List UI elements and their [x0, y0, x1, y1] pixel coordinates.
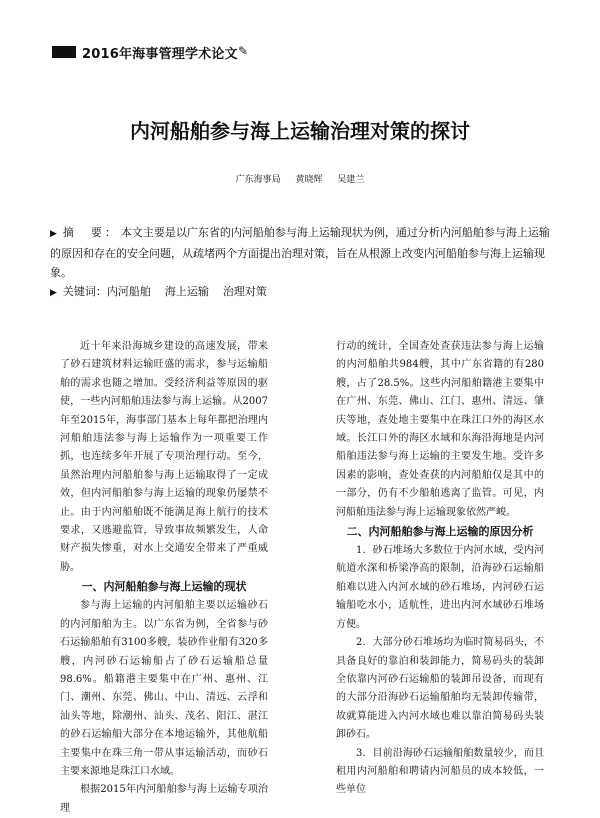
author-name: 吴建兰: [337, 175, 365, 185]
body-paragraph: 3．目前沿海砂石运输船舶数量较少，而且租用内河船舶和聘请内河船员的成本较低，一些单位: [336, 747, 544, 796]
body-paragraph: 近十年来沿海城乡建设的高速发展，带来了砂石建筑材料运输旺盛的需求，参与运输船舶的需求也随之增加。受经济利益等原因的驱使，一些内河船舶违法参与海上运输。从2007年至2015年，海事部门基本上每年都把治理内河船舶违法参与海上运输作为一项重要工作抓，也连续多年开展了专项治理行动。至今，虽然治理内河船舶参与海上运输取得了一定成效，但内河船舶参与海上运输的现象仍屡禁不止。由于内河船舶既不能满足海上航行的技术要求，又逃避监管，导致事故频繁发生，人命财产损失惨重，对水上交通安全带来了严重威胁。: [60, 341, 268, 573]
author-line: [0, 172, 600, 185]
keyword: 内河船舶: [106, 285, 151, 298]
keyword: 治理对策: [222, 285, 267, 298]
keywords-label: 关键词：: [62, 285, 107, 298]
journal-name: 2016年海事管理学术论文: [82, 47, 238, 62]
body-paragraph: 参与海上运输的内河船舶主要以运输砂石的内河船舶为主。以广东省为例，全省参与砂石运输船舶有3100多艘，装砂作业船有320多艘，内河砂石运输船占了砂石运输船总量98.6%。船籍港主要集中在广州、惠州、江门、潮州、东莞、佛山、中山、清远、云浮和汕头等地，除潮州、汕头、茂名、阳江、湛江的砂石运输船大部分在本地运输外，其他航船主要集中在珠三角一带从事运输活动，而砂石主要来源地是珠江口水域。: [60, 600, 268, 777]
left-column: [60, 338, 268, 818]
body-paragraph: 1．砂石堆场大多数位于内河水域，受内河航道水深和桥梁净高的限制，沿海砂石运输船舶难以进入内河水域的砂石堆场，内河砂石运输船吃水小，适航性，进出内河水域砂石堆场方便。: [336, 545, 544, 630]
body-paragraph: 2．大部分砂石堆场均为临时简易码头，不具备良好的靠泊和装卸能力，简易码头的装卸全依靠内河砂石运输船的装卸吊设备，而现有的大部分沿海砂石运输船舶均无装卸传输带，故就算能进入内河水域也难以靠泊简易码头装卸砂石。: [336, 637, 544, 741]
abstract-label: 摘 要：: [62, 226, 119, 239]
right-column: [336, 338, 544, 800]
pen-icon: ✎: [238, 44, 249, 58]
abstract-paragraph: [50, 223, 550, 282]
section-heading: 一、内河船舶参与海上运输的现状: [81, 580, 247, 594]
keyword: 海上运输: [164, 285, 209, 298]
body-paragraph: 行动的统计，全国查处查获违法参与海上运输的内河船舶共984艘，其中广东省籍的有280艘，占了28.5%。这些内河船舶籍港主要集中在广州、东莞、佛山、江门、惠州、清远、肇庆等地，查处地主要集中在珠江口外的海区水域。长江口外的海区水域和东海沿海地是内河船舶违法参与海上运输的主要发生地。受许多因素的影响，查处查获的内河船舶仅是其中的一部分，仍有不少船舶逃离了监管。可见，内河船舶违法参与海上运输现象依然严峻。: [336, 341, 544, 518]
triangle-marker-icon: ▶: [50, 229, 57, 239]
triangle-marker-icon: ▶: [50, 288, 57, 298]
abstract-section: [50, 223, 550, 303]
body-paragraph: 根据2015年内河船舶参与海上运输专项治理: [60, 784, 268, 814]
section-heading: 二、内河船舶参与海上运输的原因分析: [346, 525, 534, 539]
keywords-paragraph: [50, 282, 550, 303]
author-affiliation: 广东海事局: [235, 175, 281, 185]
header-bar: [52, 46, 76, 58]
author-name: 黄晓辉: [295, 175, 323, 185]
abstract-text: 本文主要是以广东省的内河船舶参与海上运输现状为例，通过分析内河船舶参与海上运输的原因和存在的安全问题，从疏堵两个方面提出治理对策，旨在从根源上改变内河船舶参与海上运输现象。: [50, 226, 550, 279]
article-title: 内河船舶参与海上运输治理对策的探讨: [130, 119, 470, 143]
